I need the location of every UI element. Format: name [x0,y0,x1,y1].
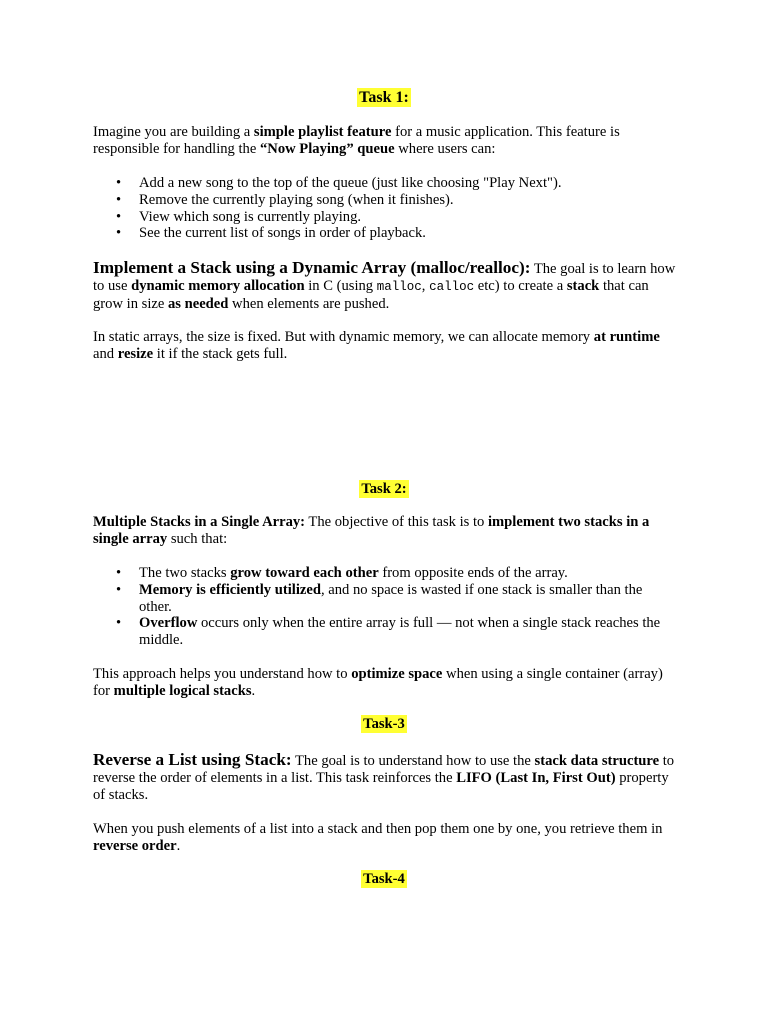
bullet-text: The two stacks [139,565,231,581]
approach-bold-1: optimize space [351,666,443,682]
push-text-2: . [176,838,181,854]
task1-static-paragraph [93,329,678,363]
impl-text-4: etc) to create a [474,278,567,294]
task1-intro-text-3: where users can: [394,141,496,157]
impl-bold-3: as needed [167,296,229,312]
impl-text-2: in C (using [304,278,377,294]
task2-intro [93,514,678,548]
task1-bullet-item: • View which song is currently playing. [116,209,678,226]
task2-intro-text-1: The objective of this task is to [305,514,488,530]
push-bold-1: reverse order [93,838,177,854]
task1-heading [0,89,768,107]
bullet-text: occurs only when the entire array is full — not when a single stack reaches the middle. [139,615,661,649]
impl-code-calloc: calloc [429,280,475,294]
task2-heading [0,481,768,498]
bullet-text: from opposite ends of the array. [378,565,568,581]
static-bold-2: resize [117,346,154,362]
task1-intro-bold-1: simple playlist feature [253,124,392,140]
reverse-text-3: property of stacks. [93,770,669,803]
task2-bullet-item [116,582,678,616]
implement-stack-heading: Implement a Stack using a Dynamic Array (malloc/realloc): [93,258,531,277]
task1-bullet-list [116,175,678,242]
bullet-text: , and no space is wasted if one stack is smaller than the other. [139,581,643,615]
task2-bullet-list [116,565,678,649]
push-text-1: When you push elements of a list into a stack and then pop them one by one, you retrieve them in [93,821,663,837]
task2-bullet-item [116,565,678,582]
impl-bold-1: dynamic memory allocation [131,278,305,294]
approach-text-2: when using a single container (array) for [93,666,663,699]
static-text-1: In static arrays, the size is fixed. But with dynamic memory, we can allocate memory [93,329,594,345]
task3-title: Task-3 [363,716,405,732]
static-bold-1: at runtime [593,329,660,345]
reverse-bold-1: stack data structure [534,753,660,769]
impl-text-5: that can grow in size [93,278,649,312]
task3-reverse-paragraph [93,751,678,804]
task1-title: Task 1: [359,89,409,106]
approach-text-3: . [251,683,256,699]
impl-bold-2: stack [566,278,600,294]
task1-bullet-item: • See the current list of songs in order of playback. [116,225,678,242]
task3-push-paragraph [93,821,678,855]
reverse-text-1: The goal is to understand how to use the [291,753,535,769]
bullet-bold: grow toward each other [230,565,379,581]
approach-bold-2: multiple logical stacks [113,683,252,699]
bullet-bold: Overflow [139,615,198,632]
task1-intro-text-2: for a music application. This feature is responsible for handling the [93,124,620,157]
task1-intro [93,124,678,158]
task2-bullet-item [116,615,678,649]
reverse-text-2: to reverse the order of elements in a list. This task reinforces the [93,753,675,786]
task3-heading [0,716,768,733]
task4-heading [0,871,768,888]
task1-bullet-item: • Add a new song to the top of the queue (just like choosing "Play Next"). [116,175,678,192]
task1-implement-paragraph [93,259,678,313]
task2-intro-bold-2: implement two stacks in a single array [93,514,650,547]
static-text-3: it if the stack gets full. [153,346,288,362]
reverse-bold-2: LIFO (Last In, First Out) [456,770,616,786]
task1-intro-text-1: Imagine you are building a [93,124,254,140]
task1-intro-bold-2: “Now Playing” queue [259,141,395,157]
task4-title: Task-4 [363,871,405,887]
bullet-bold: Memory is efficiently utilized [139,581,321,598]
impl-text-1: The goal is to learn how to use [93,261,676,294]
impl-code-malloc: malloc [376,280,422,294]
task2-intro-text-2: such that: [167,531,228,547]
impl-text-3: , [421,278,430,294]
approach-text-1: This approach helps you understand how to [93,666,352,682]
task2-title: Task 2: [361,481,407,497]
multiple-stacks-heading: Multiple Stacks in a Single Array: [93,514,306,530]
task1-bullet-item: • Remove the currently playing song (when it finishes). [116,192,678,209]
task2-approach-paragraph [93,666,678,700]
reverse-list-heading: Reverse a List using Stack: [93,750,292,769]
impl-text-6: when elements are pushed. [228,296,390,312]
static-text-2: and [93,346,118,362]
